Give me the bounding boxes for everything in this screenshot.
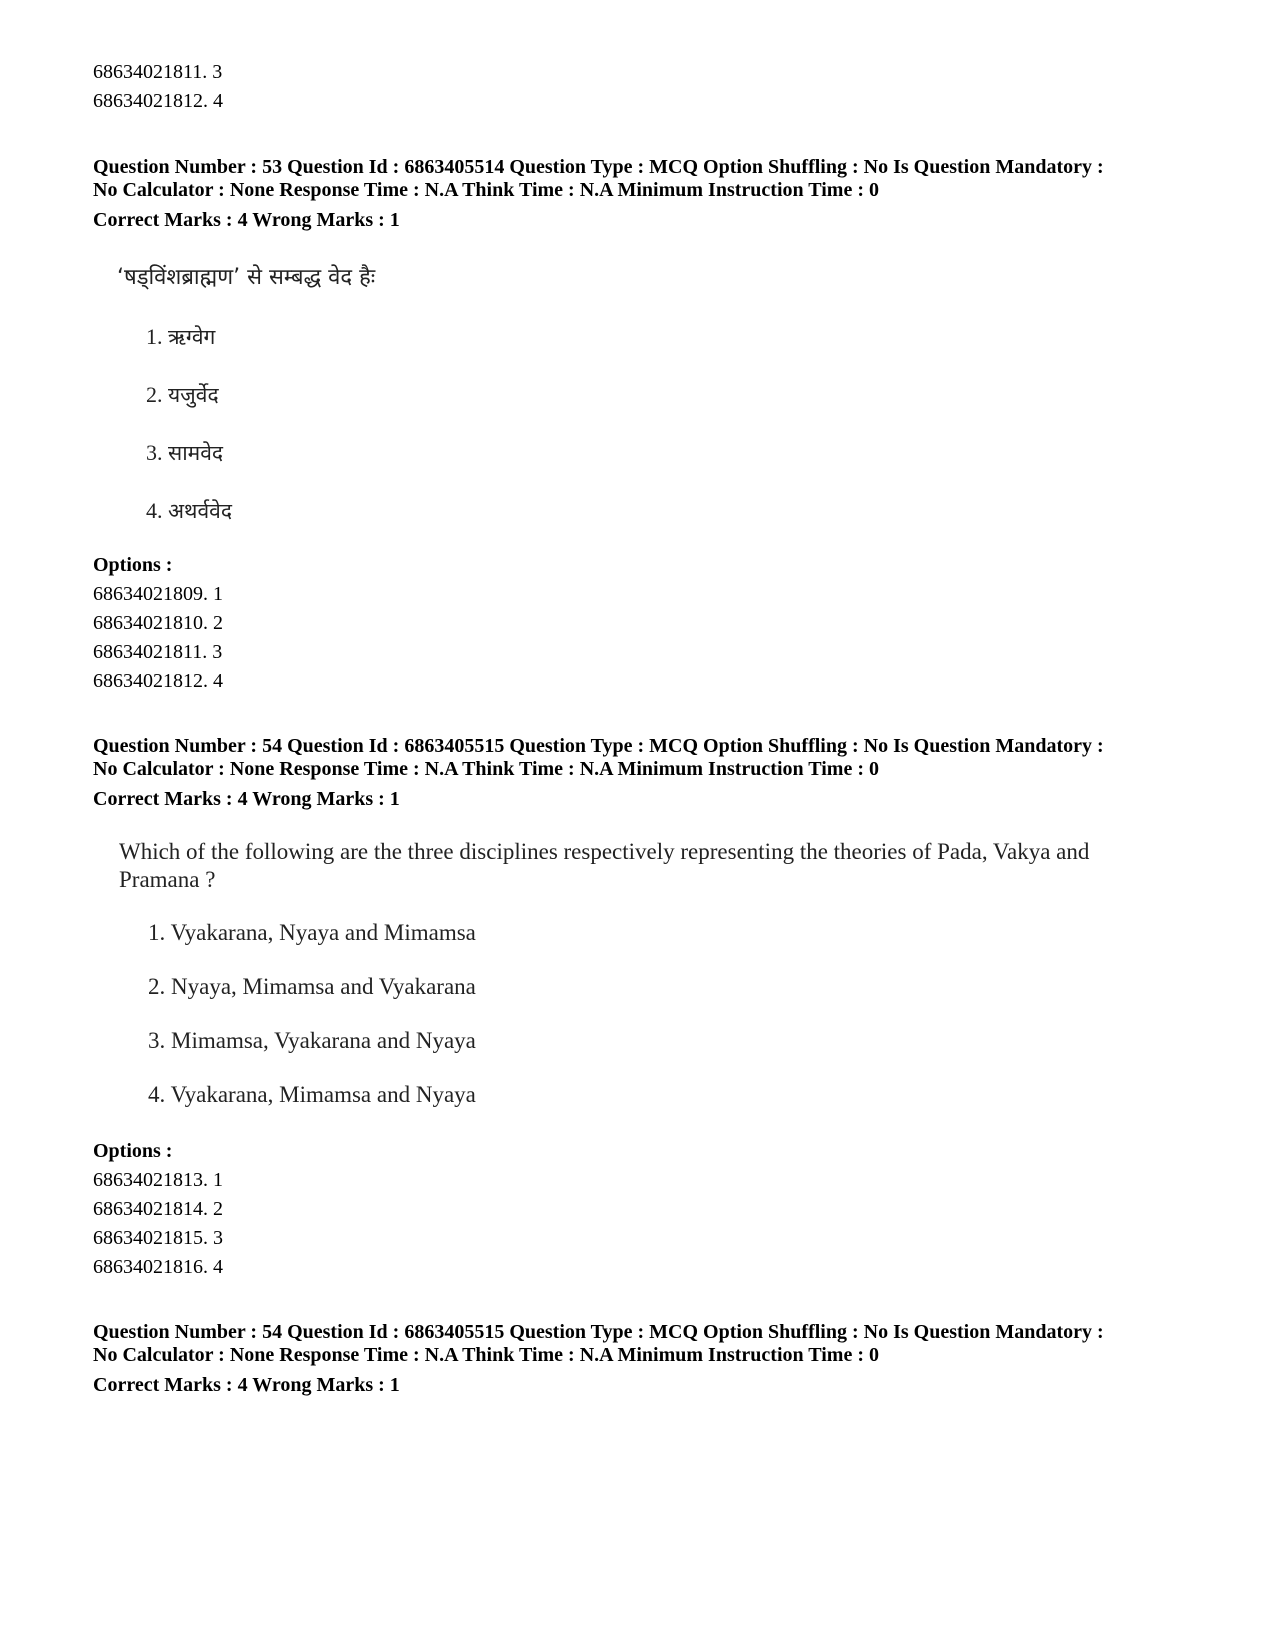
question-marks: Correct Marks : 4 Wrong Marks : 1 bbox=[93, 788, 400, 810]
option-line: 68634021811. 3 bbox=[93, 641, 223, 663]
choice-3 bbox=[146, 439, 223, 467]
option-line: 68634021814. 2 bbox=[93, 1198, 223, 1220]
question-header-line2: No Calculator : None Response Time : N.A Think Time : N.A Minimum Instruction Time : 0 bbox=[93, 758, 879, 780]
option-line: 68634021811. 3 bbox=[93, 61, 223, 83]
choice-number: 4. bbox=[146, 498, 163, 523]
choice-text: सामवेद bbox=[168, 441, 224, 465]
question-header-line1: Question Number : 53 Question Id : 6863405514 Question Type : MCQ Option Shuffling : No Is Question Mandatory : bbox=[93, 156, 1104, 178]
choice-1: 1. Vyakarana, Nyaya and Mimamsa bbox=[148, 920, 476, 945]
question-header-line2: No Calculator : None Response Time : N.A Think Time : N.A Minimum Instruction Time : 0 bbox=[93, 179, 879, 201]
option-line: 68634021812. 4 bbox=[93, 90, 223, 112]
choice-text: ऋग्वेग bbox=[168, 325, 216, 349]
choice-2 bbox=[146, 381, 219, 409]
option-line: 68634021812. 4 bbox=[93, 670, 223, 692]
choice-number: 2. bbox=[146, 382, 163, 407]
choice-number: 1. bbox=[146, 324, 163, 349]
option-line: 68634021815. 3 bbox=[93, 1227, 223, 1249]
choice-text: यजुर्वेद bbox=[168, 383, 219, 407]
question-header-line1: Question Number : 54 Question Id : 6863405515 Question Type : MCQ Option Shuffling : No Is Question Mandatory : bbox=[93, 735, 1104, 757]
options-label: Options : bbox=[93, 554, 173, 576]
question-marks: Correct Marks : 4 Wrong Marks : 1 bbox=[93, 1374, 400, 1396]
choice-4 bbox=[146, 497, 232, 525]
question-text-line2: Pramana ? bbox=[119, 867, 216, 892]
choice-text: अथर्ववेद bbox=[168, 499, 232, 523]
choice-number: 3. bbox=[146, 440, 163, 465]
option-line: 68634021813. 1 bbox=[93, 1169, 223, 1191]
option-line: 68634021810. 2 bbox=[93, 612, 223, 634]
choice-2: 2. Nyaya, Mimamsa and Vyakarana bbox=[148, 974, 476, 999]
question-header-line1: Question Number : 54 Question Id : 6863405515 Question Type : MCQ Option Shuffling : No Is Question Mandatory : bbox=[93, 1321, 1104, 1343]
choice-4: 4. Vyakarana, Mimamsa and Nyaya bbox=[148, 1082, 476, 1107]
question-text: ‘षड्विंशब्राह्मण’ से सम्बद्ध वेद हैः bbox=[117, 265, 376, 290]
question-header-line2: No Calculator : None Response Time : N.A Think Time : N.A Minimum Instruction Time : 0 bbox=[93, 1344, 879, 1366]
choice-1 bbox=[146, 323, 215, 351]
question-marks: Correct Marks : 4 Wrong Marks : 1 bbox=[93, 209, 400, 231]
options-label: Options : bbox=[93, 1140, 173, 1162]
choice-3: 3. Mimamsa, Vyakarana and Nyaya bbox=[148, 1028, 476, 1053]
question-text-line1: Which of the following are the three disciplines respectively representing the theories of Pada, Vakya and bbox=[119, 839, 1090, 864]
option-line: 68634021809. 1 bbox=[93, 583, 223, 605]
option-line: 68634021816. 4 bbox=[93, 1256, 223, 1278]
